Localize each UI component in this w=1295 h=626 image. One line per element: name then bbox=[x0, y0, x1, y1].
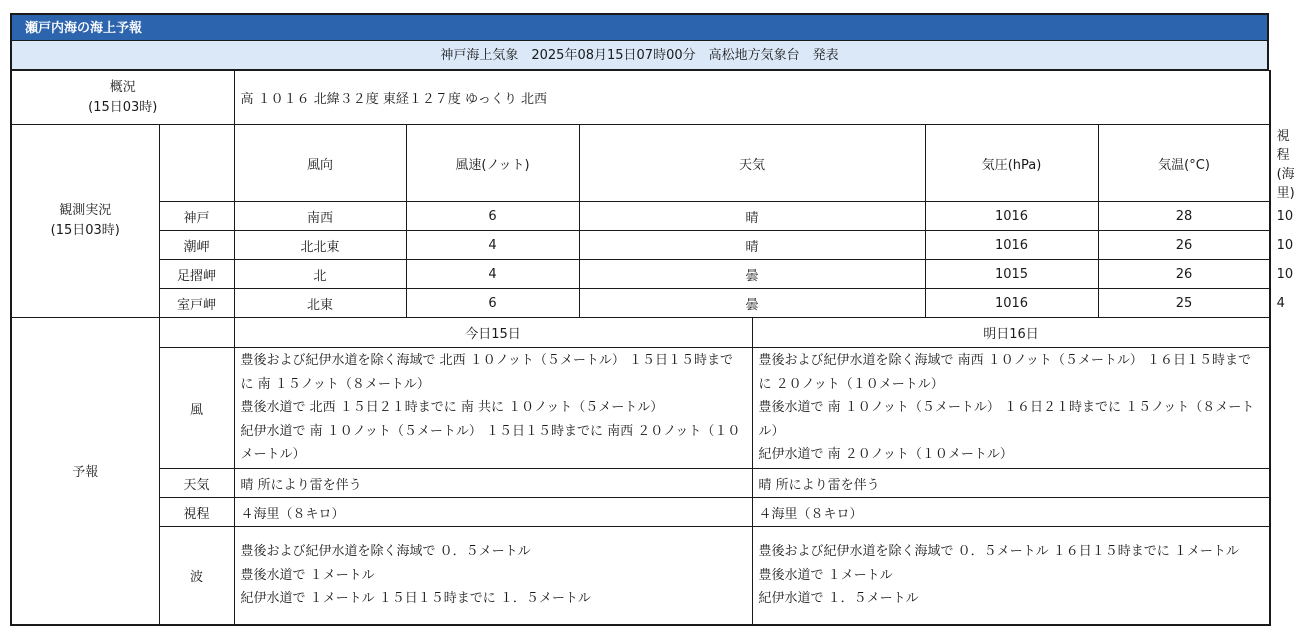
pressure-cell: 1016 bbox=[925, 231, 1098, 260]
forecast-header-row bbox=[11, 318, 1270, 348]
station-name: 神戸 bbox=[159, 202, 234, 231]
visibility-tomorrow: ４海里（８キロ） bbox=[752, 498, 1270, 527]
waves-today bbox=[234, 527, 752, 625]
observation-header-row: 観測実況 (15日03時) 風向 風速(ノット) 天気 気圧(hPa) 気温(°C) 視程(海里) bbox=[11, 125, 1270, 202]
observation-label-time: (15日03時) bbox=[50, 223, 120, 238]
column-header: 気温(°C) bbox=[1098, 125, 1270, 202]
overview-label-title: 概況 bbox=[109, 79, 136, 95]
temperature-cell: 26 bbox=[1098, 260, 1270, 289]
pressure-cell: 1015 bbox=[925, 260, 1098, 289]
wind-tomorrow-line: 豊後および紀伊水道を除く海域で 南西 １０ノット（５メートル） １６日１５時までに ２０ノット（１０メートル） bbox=[758, 353, 1252, 392]
waves-tomorrow-line: 紀伊水道で １．５メートル bbox=[758, 591, 919, 606]
observation-header-empty bbox=[159, 125, 234, 202]
waves-today-line: 紀伊水道で １メートル １５日１５時までに １．５メートル bbox=[240, 591, 591, 606]
day-header-tomorrow: 明日16日 bbox=[752, 318, 1270, 348]
pressure-cell: 1016 bbox=[925, 289, 1098, 318]
column-header: 天気 bbox=[579, 125, 925, 202]
forecast-visibility-row bbox=[11, 498, 1270, 527]
wind-speed-cell: 6 bbox=[406, 289, 579, 318]
waves-today-line: 豊後水道で １メートル bbox=[240, 567, 375, 583]
visibility-label: 視程 bbox=[159, 498, 234, 527]
forecast-table bbox=[10, 70, 1295, 626]
station-name: 足摺岬 bbox=[159, 260, 234, 289]
observation-row: 神戸 南西 6 晴 1016 28 10 bbox=[11, 202, 1270, 231]
column-header: 風速(ノット) bbox=[406, 125, 579, 202]
forecast-waves-row bbox=[11, 527, 1270, 625]
overview-label bbox=[11, 71, 234, 125]
observation-row: 潮岬 北北東 4 晴 1016 26 10 bbox=[11, 231, 1270, 260]
wind-speed-cell: 6 bbox=[406, 202, 579, 231]
day-header-today: 今日15日 bbox=[234, 318, 752, 348]
temperature-cell: 25 bbox=[1098, 289, 1270, 318]
pressure-cell: 1016 bbox=[925, 202, 1098, 231]
wind-today bbox=[234, 348, 752, 469]
forecast-label: 予報 bbox=[11, 318, 159, 625]
observation-row: 室戸岬 北東 6 曇 1016 25 4 bbox=[11, 289, 1270, 318]
observation-row: 足摺岬 北 4 曇 1015 26 10 bbox=[11, 260, 1270, 289]
station-name: 室戸岬 bbox=[159, 289, 234, 318]
wind-direction-cell: 北東 bbox=[234, 289, 406, 318]
waves-tomorrow-line: 豊後水道で １メートル bbox=[758, 567, 893, 583]
station-name: 潮岬 bbox=[159, 231, 234, 260]
column-header: 気圧(hPa) bbox=[925, 125, 1098, 202]
wind-tomorrow-line: 紀伊水道で 南 ２０ノット（１０メートル） bbox=[758, 447, 1013, 463]
forecast-wind-row bbox=[11, 348, 1270, 469]
waves-tomorrow bbox=[752, 527, 1270, 625]
forecast-panel bbox=[10, 13, 1295, 626]
waves-tomorrow-line: 豊後および紀伊水道を除く海域で ０．５メートル １６日１５時までに １メートル bbox=[758, 544, 1239, 559]
weather-cell: 曇 bbox=[579, 289, 925, 318]
wind-direction-cell: 北 bbox=[234, 260, 406, 289]
column-header: 風向 bbox=[234, 125, 406, 202]
weather-label: 天気 bbox=[159, 469, 234, 498]
temperature-cell: 28 bbox=[1098, 202, 1270, 231]
weather-cell: 晴 bbox=[579, 202, 925, 231]
waves-today-line: 豊後および紀伊水道を除く海域で ０．５メートル bbox=[240, 544, 531, 559]
visibility-today: ４海里（８キロ） bbox=[234, 498, 752, 527]
wind-today-line: 豊後水道で 北西 １５日２１時までに 南 共に １０ノット（５メートル） bbox=[240, 400, 664, 416]
weather-today: 晴 所により雷を伴う bbox=[234, 469, 752, 498]
panel-title: 瀬戸内海の海上予報 bbox=[10, 13, 1269, 41]
weather-cell: 曇 bbox=[579, 260, 925, 289]
observation-label bbox=[11, 125, 159, 318]
wind-today-line: 豊後および紀伊水道を除く海域で 北西 １０ノット（５メートル） １５日１５時までに 南 １５ノット（８メートル） bbox=[240, 353, 734, 392]
overview-text: 高 １０１６ 北緯３２度 東経１２７度 ゆっくり 北西 bbox=[234, 71, 1270, 125]
wind-label: 風 bbox=[159, 348, 234, 469]
temperature-cell: 26 bbox=[1098, 231, 1270, 260]
wind-direction-cell: 南西 bbox=[234, 202, 406, 231]
waves-label: 波 bbox=[159, 527, 234, 625]
weather-cell: 晴 bbox=[579, 231, 925, 260]
overview-label-time: (15日03時) bbox=[88, 99, 158, 115]
forecast-header-empty bbox=[159, 318, 234, 348]
wind-direction-cell: 北北東 bbox=[234, 231, 406, 260]
wind-speed-cell: 4 bbox=[406, 260, 579, 289]
wind-today-line: 紀伊水道で 南 １０ノット（５メートル） １５日１５時までに 南西 ２０ノット（１０メートル） bbox=[240, 423, 741, 463]
forecast-weather-row bbox=[11, 469, 1270, 498]
wind-tomorrow-line: 豊後水道で 南 １０ノット（５メートル） １６日２１時までに １５ノット（８メートル） bbox=[758, 400, 1255, 439]
overview-row bbox=[11, 71, 1270, 125]
issue-info: 神戸海上気象 2025年08月15日07時00分 高松地方気象台 発表 bbox=[10, 41, 1269, 70]
observation-label-title: 観測実況 bbox=[59, 203, 112, 218]
wind-speed-cell: 4 bbox=[406, 231, 579, 260]
wind-tomorrow bbox=[752, 348, 1270, 469]
weather-tomorrow: 晴 所により雷を伴う bbox=[752, 469, 1270, 498]
